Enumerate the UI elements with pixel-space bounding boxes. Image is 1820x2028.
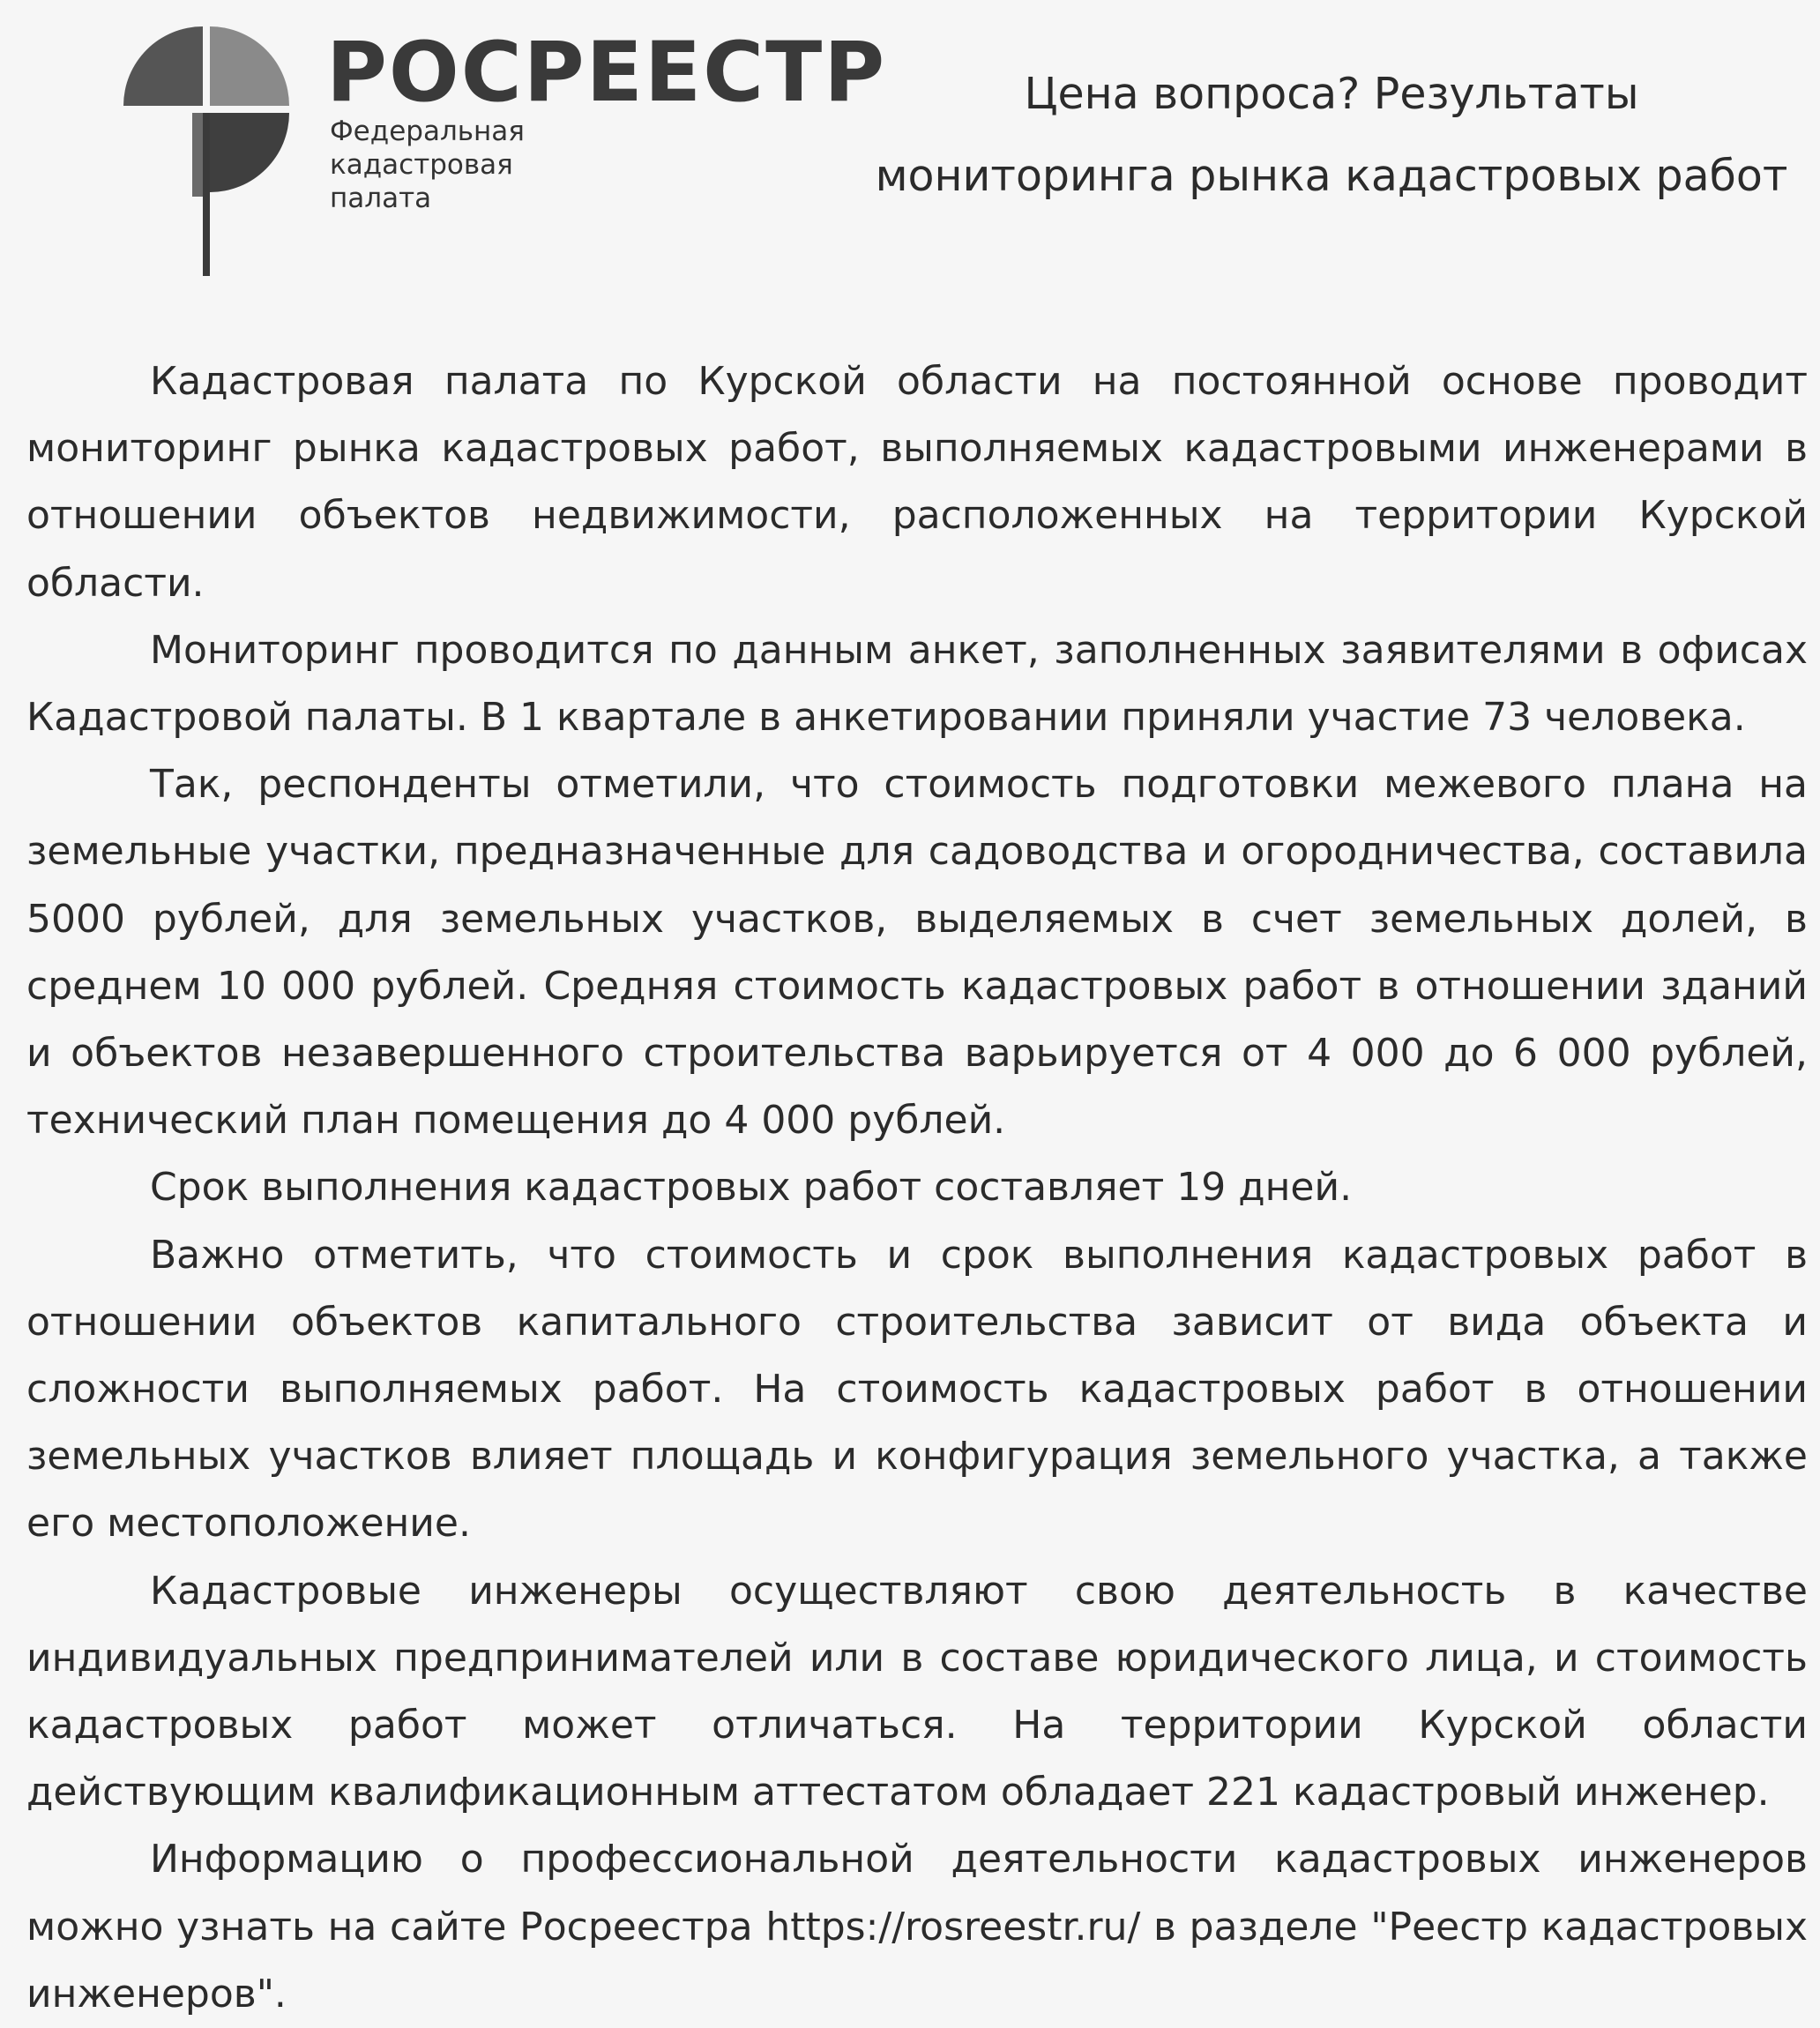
paragraph-term: Срок выполнения кадастровых работ составляет 19 дней. <box>150 1165 1353 1211</box>
logo-subtitle-line: палата <box>330 183 432 214</box>
paragraph-note: Важно отметить, что стоимость и срок выполнения кадастровых работ в отношении объектов капитального строительства зависит от вида объекта и сложности выполняемых работ. На стоимость кадастровых работ в отношении земельных участков влияет площадь и конфигурация земельного участка, а также его местоположение. <box>26 1232 1808 1547</box>
document-title <box>847 53 1816 217</box>
paragraph-survey: Мониторинг проводится по данным анкет, заполненных заявителями в офисах Кадастровой палаты. В 1 квартале в анкетировании приняли участие 73 человека. <box>26 627 1808 741</box>
logo-subtitle <box>330 115 525 215</box>
paragraph-intro: Кадастровая палата по Курской области на постоянной основе проводит мониторинг рынка кадастровых работ, выполняемых кадастровыми инженерами в отношении объектов недвижимости, расположенных на территории Курской области. <box>26 359 1808 606</box>
title-line-1: Цена вопроса? Результаты <box>1024 69 1639 119</box>
logo-subtitle-line: Федеральная <box>330 116 525 147</box>
document-body <box>26 348 1808 2028</box>
logo-title: РОСРЕЕСТР <box>326 25 887 121</box>
paragraph-info: Информацию о профессиональной деятельности кадастровых инженеров можно узнать на сайте Росреестра https://rosreestr.ru/ в разделе "Реестр кадастровых инженеров". <box>26 1837 1808 2017</box>
rosreestr-emblem-icon <box>115 16 317 280</box>
paragraph-prices: Так, респонденты отметили, что стоимость подготовки межевого плана на земельные участки, предназначенные для садоводства и огородничества, составила 5000 рублей, для земельных участков, выделяемых в счет земельных долей, в среднем 10 000 рублей. Средняя стоимость кадастровых работ в отношении зданий и объектов незавершенного строительства варьируется от 4 000 до 6 000 рублей, технический план помещения до 4 000 рублей. <box>26 762 1808 1144</box>
paragraph-engineers: Кадастровые инженеры осуществляют свою деятельность в качестве индивидуальных предпринимателей или в составе юридического лица, и стоимость кадастровых работ может отличаться. На территории Курской области действующим квалификационным аттестатом обладает 221 кадастровый инженер. <box>26 1568 1808 1816</box>
logo-subtitle-line: кадастровая <box>330 149 513 181</box>
title-line-2: мониторинга рынка кадастровых работ <box>875 151 1788 201</box>
rosreestr-logo <box>115 16 887 280</box>
